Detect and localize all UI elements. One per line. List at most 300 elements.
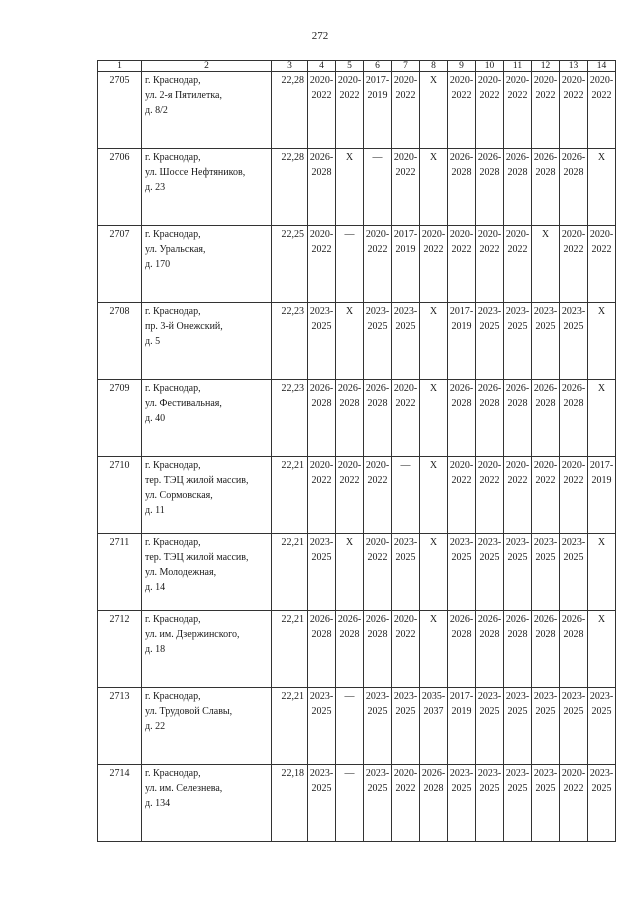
year-cell: X [420,303,448,380]
year-start: 2017- [589,460,614,471]
address-line: г. Краснодар, [145,306,201,317]
address-cell [142,765,272,842]
year-cell [392,72,420,149]
year-start: 2026- [365,614,390,625]
address-cell [142,534,272,611]
year-cell [532,72,560,149]
year-cell [532,688,560,765]
address-cell [142,303,272,380]
year-end: 2028 [311,398,332,409]
year-end: 2028 [563,167,584,178]
year-start: 2026- [309,614,334,625]
year-cell [560,611,588,688]
year-cell [560,149,588,226]
year-end: 2028 [535,629,556,640]
year-end: 2022 [451,475,472,486]
year-cell: X [420,457,448,534]
value-cell: 22,23 [272,380,308,457]
year-start: 2020- [421,229,446,240]
year-end: 2028 [507,398,528,409]
address-line: ул. им. Дзержинского, [145,629,240,640]
column-header: 10 [476,61,504,72]
year-start: 2020- [393,614,418,625]
year-cell [420,226,448,303]
value-cell: 22,28 [272,72,308,149]
year-end: 2025 [479,706,500,717]
address-line: д. 18 [145,644,166,655]
year-end: 2025 [311,706,332,717]
year-start: 2023- [561,306,586,317]
address-cell [142,226,272,303]
year-cell [308,226,336,303]
address-line: д. 14 [145,582,166,593]
year-start: 2023- [365,306,390,317]
value-cell: 22,21 [272,534,308,611]
year-cell [336,380,364,457]
year-cell [336,611,364,688]
year-start: 2020- [365,229,390,240]
column-header: 1 [98,61,142,72]
year-cell [504,688,532,765]
year-start: 2023- [449,537,474,548]
year-end: 2022 [395,167,416,178]
year-end: 2022 [395,629,416,640]
year-start: 2020- [449,229,474,240]
year-end: 2028 [311,629,332,640]
year-end: 2025 [311,321,332,332]
address-line: г. Краснодар, [145,229,201,240]
year-end: 2025 [563,706,584,717]
year-start: 2023- [533,768,558,779]
address-line: г. Краснодар, [145,537,201,548]
year-end: 2022 [451,244,472,255]
year-end: 2028 [479,398,500,409]
table-row [98,303,616,380]
year-start: 2020- [505,75,530,86]
year-cell [588,688,616,765]
year-cell: X [420,534,448,611]
year-cell [448,534,476,611]
year-cell [308,303,336,380]
table-row [98,149,616,226]
year-end: 2028 [535,167,556,178]
year-cell [560,380,588,457]
year-start: 2023- [477,768,502,779]
year-end: 2022 [479,244,500,255]
year-cell [448,72,476,149]
year-end: 2025 [507,321,528,332]
schedule-table [97,60,616,842]
year-cell [532,765,560,842]
year-start: 2020- [589,75,614,86]
row-number: 2710 [98,457,142,534]
year-start: 2035- [421,691,446,702]
year-end: 2028 [451,629,472,640]
address-line: г. Краснодар, [145,460,201,471]
year-start: 2023- [533,691,558,702]
year-start: 2023- [477,691,502,702]
address-line: г. Краснодар, [145,383,201,394]
header-row [98,61,616,72]
table-row [98,457,616,534]
year-cell [476,380,504,457]
address-line: д. 170 [145,259,171,270]
address-line: д. 134 [145,798,171,809]
year-cell [588,457,616,534]
row-number: 2709 [98,380,142,457]
year-start: 2023- [505,768,530,779]
year-end: 2028 [367,629,388,640]
page-number: 272 [311,30,329,42]
year-start: 2020- [533,460,558,471]
column-header: 5 [336,61,364,72]
year-end: 2028 [339,398,360,409]
year-end: 2025 [367,783,388,794]
year-cell [448,688,476,765]
year-cell [532,534,560,611]
year-cell [588,226,616,303]
year-end: 2022 [367,552,388,563]
year-cell [504,534,532,611]
year-start: 2023- [561,537,586,548]
year-cell [308,688,336,765]
year-start: 2020- [365,460,390,471]
year-end: 2037 [423,706,444,717]
year-end: 2025 [479,783,500,794]
year-cell: X [420,380,448,457]
year-start: 2023- [309,768,334,779]
address-cell [142,611,272,688]
year-start: 2020- [393,383,418,394]
year-end: 2019 [451,321,472,332]
value-cell: 22,21 [272,611,308,688]
year-end: 2025 [507,783,528,794]
address-line: д. 22 [145,721,166,732]
year-start: 2020- [449,75,474,86]
year-end: 2025 [395,552,416,563]
address-line: ул. Трудовой Славы, [145,706,233,717]
year-cell [532,303,560,380]
year-start: 2023- [505,306,530,317]
address-line: г. Краснодар, [145,768,201,779]
year-end: 2022 [423,244,444,255]
year-end: 2028 [451,398,472,409]
row-number: 2705 [98,72,142,149]
year-cell [560,457,588,534]
year-end: 2025 [479,321,500,332]
year-end: 2022 [395,783,416,794]
year-cell [336,457,364,534]
year-start: 2023- [309,306,334,317]
year-end: 2022 [535,90,556,101]
year-end: 2019 [591,475,612,486]
year-end: 2028 [563,629,584,640]
year-start: 2023- [533,306,558,317]
address-line: д. 11 [145,505,165,516]
address-line: г. Краснодар, [145,152,201,163]
year-start: 2026- [505,152,530,163]
year-start: 2026- [337,383,362,394]
year-cell [560,303,588,380]
table-row [98,688,616,765]
address-cell [142,688,272,765]
year-start: 2020- [505,460,530,471]
year-cell [308,457,336,534]
year-end: 2025 [367,321,388,332]
year-start: 2023- [393,691,418,702]
address-line: г. Краснодар, [145,75,201,86]
year-end: 2022 [339,90,360,101]
year-cell [532,149,560,226]
year-cell [504,149,532,226]
year-start: 2023- [589,691,614,702]
year-cell [560,765,588,842]
year-start: 2020- [337,460,362,471]
year-cell [392,149,420,226]
value-cell: 22,28 [272,149,308,226]
address-cell [142,380,272,457]
address-line: ул. Молодежная, [145,567,217,578]
year-start: 2020- [561,75,586,86]
year-end: 2028 [451,167,472,178]
year-start: 2026- [449,383,474,394]
year-cell [476,149,504,226]
year-start: 2023- [505,691,530,702]
year-start: 2026- [309,383,334,394]
year-cell [504,765,532,842]
year-cell [588,765,616,842]
year-cell: X [420,72,448,149]
year-end: 2022 [367,475,388,486]
year-start: 2023- [477,537,502,548]
column-header: 13 [560,61,588,72]
year-cell [364,688,392,765]
address-line: ул. Фестивальная, [145,398,222,409]
year-cell [476,457,504,534]
year-cell: — [336,765,364,842]
year-end: 2022 [367,244,388,255]
column-header: 4 [308,61,336,72]
year-start: 2023- [309,691,334,702]
year-end: 2025 [535,706,556,717]
year-cell: X [588,149,616,226]
year-start: 2026- [561,152,586,163]
year-start: 2020- [393,152,418,163]
year-cell [532,611,560,688]
year-cell [504,72,532,149]
year-start: 2026- [309,152,334,163]
row-number: 2711 [98,534,142,611]
year-end: 2022 [311,475,332,486]
year-cell [476,765,504,842]
year-start: 2020- [533,75,558,86]
year-cell [560,534,588,611]
year-start: 2026- [533,152,558,163]
value-cell: 22,21 [272,688,308,765]
year-start: 2020- [337,75,362,86]
year-end: 2022 [563,783,584,794]
year-cell: X [420,611,448,688]
year-cell [308,149,336,226]
year-start: 2020- [477,460,502,471]
year-cell [308,380,336,457]
year-end: 2022 [563,244,584,255]
year-start: 2026- [449,152,474,163]
year-cell [476,688,504,765]
year-end: 2022 [535,475,556,486]
year-end: 2025 [507,552,528,563]
year-cell: X [336,534,364,611]
year-end: 2028 [423,783,444,794]
year-cell [392,534,420,611]
year-end: 2022 [563,90,584,101]
year-cell [504,611,532,688]
year-start: 2020- [477,229,502,240]
year-start: 2026- [477,614,502,625]
year-end: 2022 [395,398,416,409]
table-row [98,380,616,457]
year-start: 2017- [449,306,474,317]
year-cell [476,226,504,303]
value-cell: 22,18 [272,765,308,842]
year-end: 2022 [507,475,528,486]
row-number: 2707 [98,226,142,303]
year-start: 2026- [477,152,502,163]
table-row [98,72,616,149]
year-cell: — [336,226,364,303]
table-row [98,765,616,842]
year-start: 2020- [561,229,586,240]
year-end: 2022 [395,90,416,101]
year-cell [448,380,476,457]
year-cell [476,72,504,149]
year-start: 2020- [309,75,334,86]
year-end: 2028 [563,398,584,409]
year-start: 2023- [505,537,530,548]
address-line: д. 8/2 [145,105,168,116]
year-start: 2023- [477,306,502,317]
year-start: 2020- [477,75,502,86]
year-cell [308,611,336,688]
year-cell: — [336,688,364,765]
year-cell: X [532,226,560,303]
year-cell [308,534,336,611]
address-line: д. 23 [145,182,166,193]
address-line: ул. Сормовская, [145,490,213,501]
year-start: 2020- [561,460,586,471]
year-cell: X [336,303,364,380]
year-cell [560,72,588,149]
year-start: 2023- [589,768,614,779]
year-start: 2020- [309,460,334,471]
year-start: 2020- [393,768,418,779]
address-cell [142,72,272,149]
year-cell [364,226,392,303]
address-line: г. Краснодар, [145,614,201,625]
year-start: 2020- [561,768,586,779]
column-header: 11 [504,61,532,72]
year-cell [364,534,392,611]
year-end: 2025 [395,706,416,717]
year-cell [336,72,364,149]
year-end: 2022 [591,90,612,101]
year-start: 2026- [477,383,502,394]
year-cell [504,380,532,457]
address-line: д. 40 [145,413,166,424]
address-line: г. Краснодар, [145,691,201,702]
address-line: ул. им. Селезнева, [145,783,223,794]
year-end: 2025 [563,321,584,332]
address-line: д. 5 [145,336,161,347]
year-end: 2022 [311,90,332,101]
year-end: 2022 [479,90,500,101]
row-number: 2713 [98,688,142,765]
year-end: 2025 [451,552,472,563]
address-cell [142,149,272,226]
year-end: 2019 [451,706,472,717]
year-start: 2023- [533,537,558,548]
column-header: 8 [420,61,448,72]
year-end: 2025 [535,321,556,332]
year-start: 2020- [365,537,390,548]
year-start: 2026- [505,614,530,625]
year-cell [392,765,420,842]
year-start: 2023- [393,537,418,548]
year-end: 2019 [395,244,416,255]
year-start: 2023- [561,691,586,702]
year-end: 2025 [563,552,584,563]
year-cell [420,765,448,842]
year-cell [504,457,532,534]
year-start: 2023- [393,306,418,317]
value-cell: 22,25 [272,226,308,303]
year-cell [364,765,392,842]
year-end: 2028 [367,398,388,409]
year-end: 2028 [479,629,500,640]
address-line: пр. 3-й Онежский, [145,321,223,332]
year-end: 2025 [591,706,612,717]
year-end: 2022 [591,244,612,255]
year-start: 2023- [365,691,390,702]
year-start: 2020- [449,460,474,471]
year-cell [532,457,560,534]
year-cell [448,611,476,688]
year-end: 2028 [535,398,556,409]
value-cell: 22,21 [272,457,308,534]
year-cell [308,765,336,842]
year-start: 2026- [449,614,474,625]
year-start: 2020- [589,229,614,240]
year-end: 2025 [535,783,556,794]
year-start: 2020- [505,229,530,240]
year-cell: X [336,149,364,226]
table-row [98,534,616,611]
address-cell [142,457,272,534]
year-end: 2028 [339,629,360,640]
table-row [98,226,616,303]
year-cell [392,611,420,688]
value-cell: 22,23 [272,303,308,380]
year-start: 2023- [365,768,390,779]
year-end: 2025 [311,552,332,563]
year-start: 2017- [449,691,474,702]
year-start: 2020- [309,229,334,240]
year-cell [476,611,504,688]
row-number: 2706 [98,149,142,226]
year-start: 2023- [449,768,474,779]
address-line: тер. ТЭЦ жилой массив, [145,552,249,563]
year-cell: X [420,149,448,226]
